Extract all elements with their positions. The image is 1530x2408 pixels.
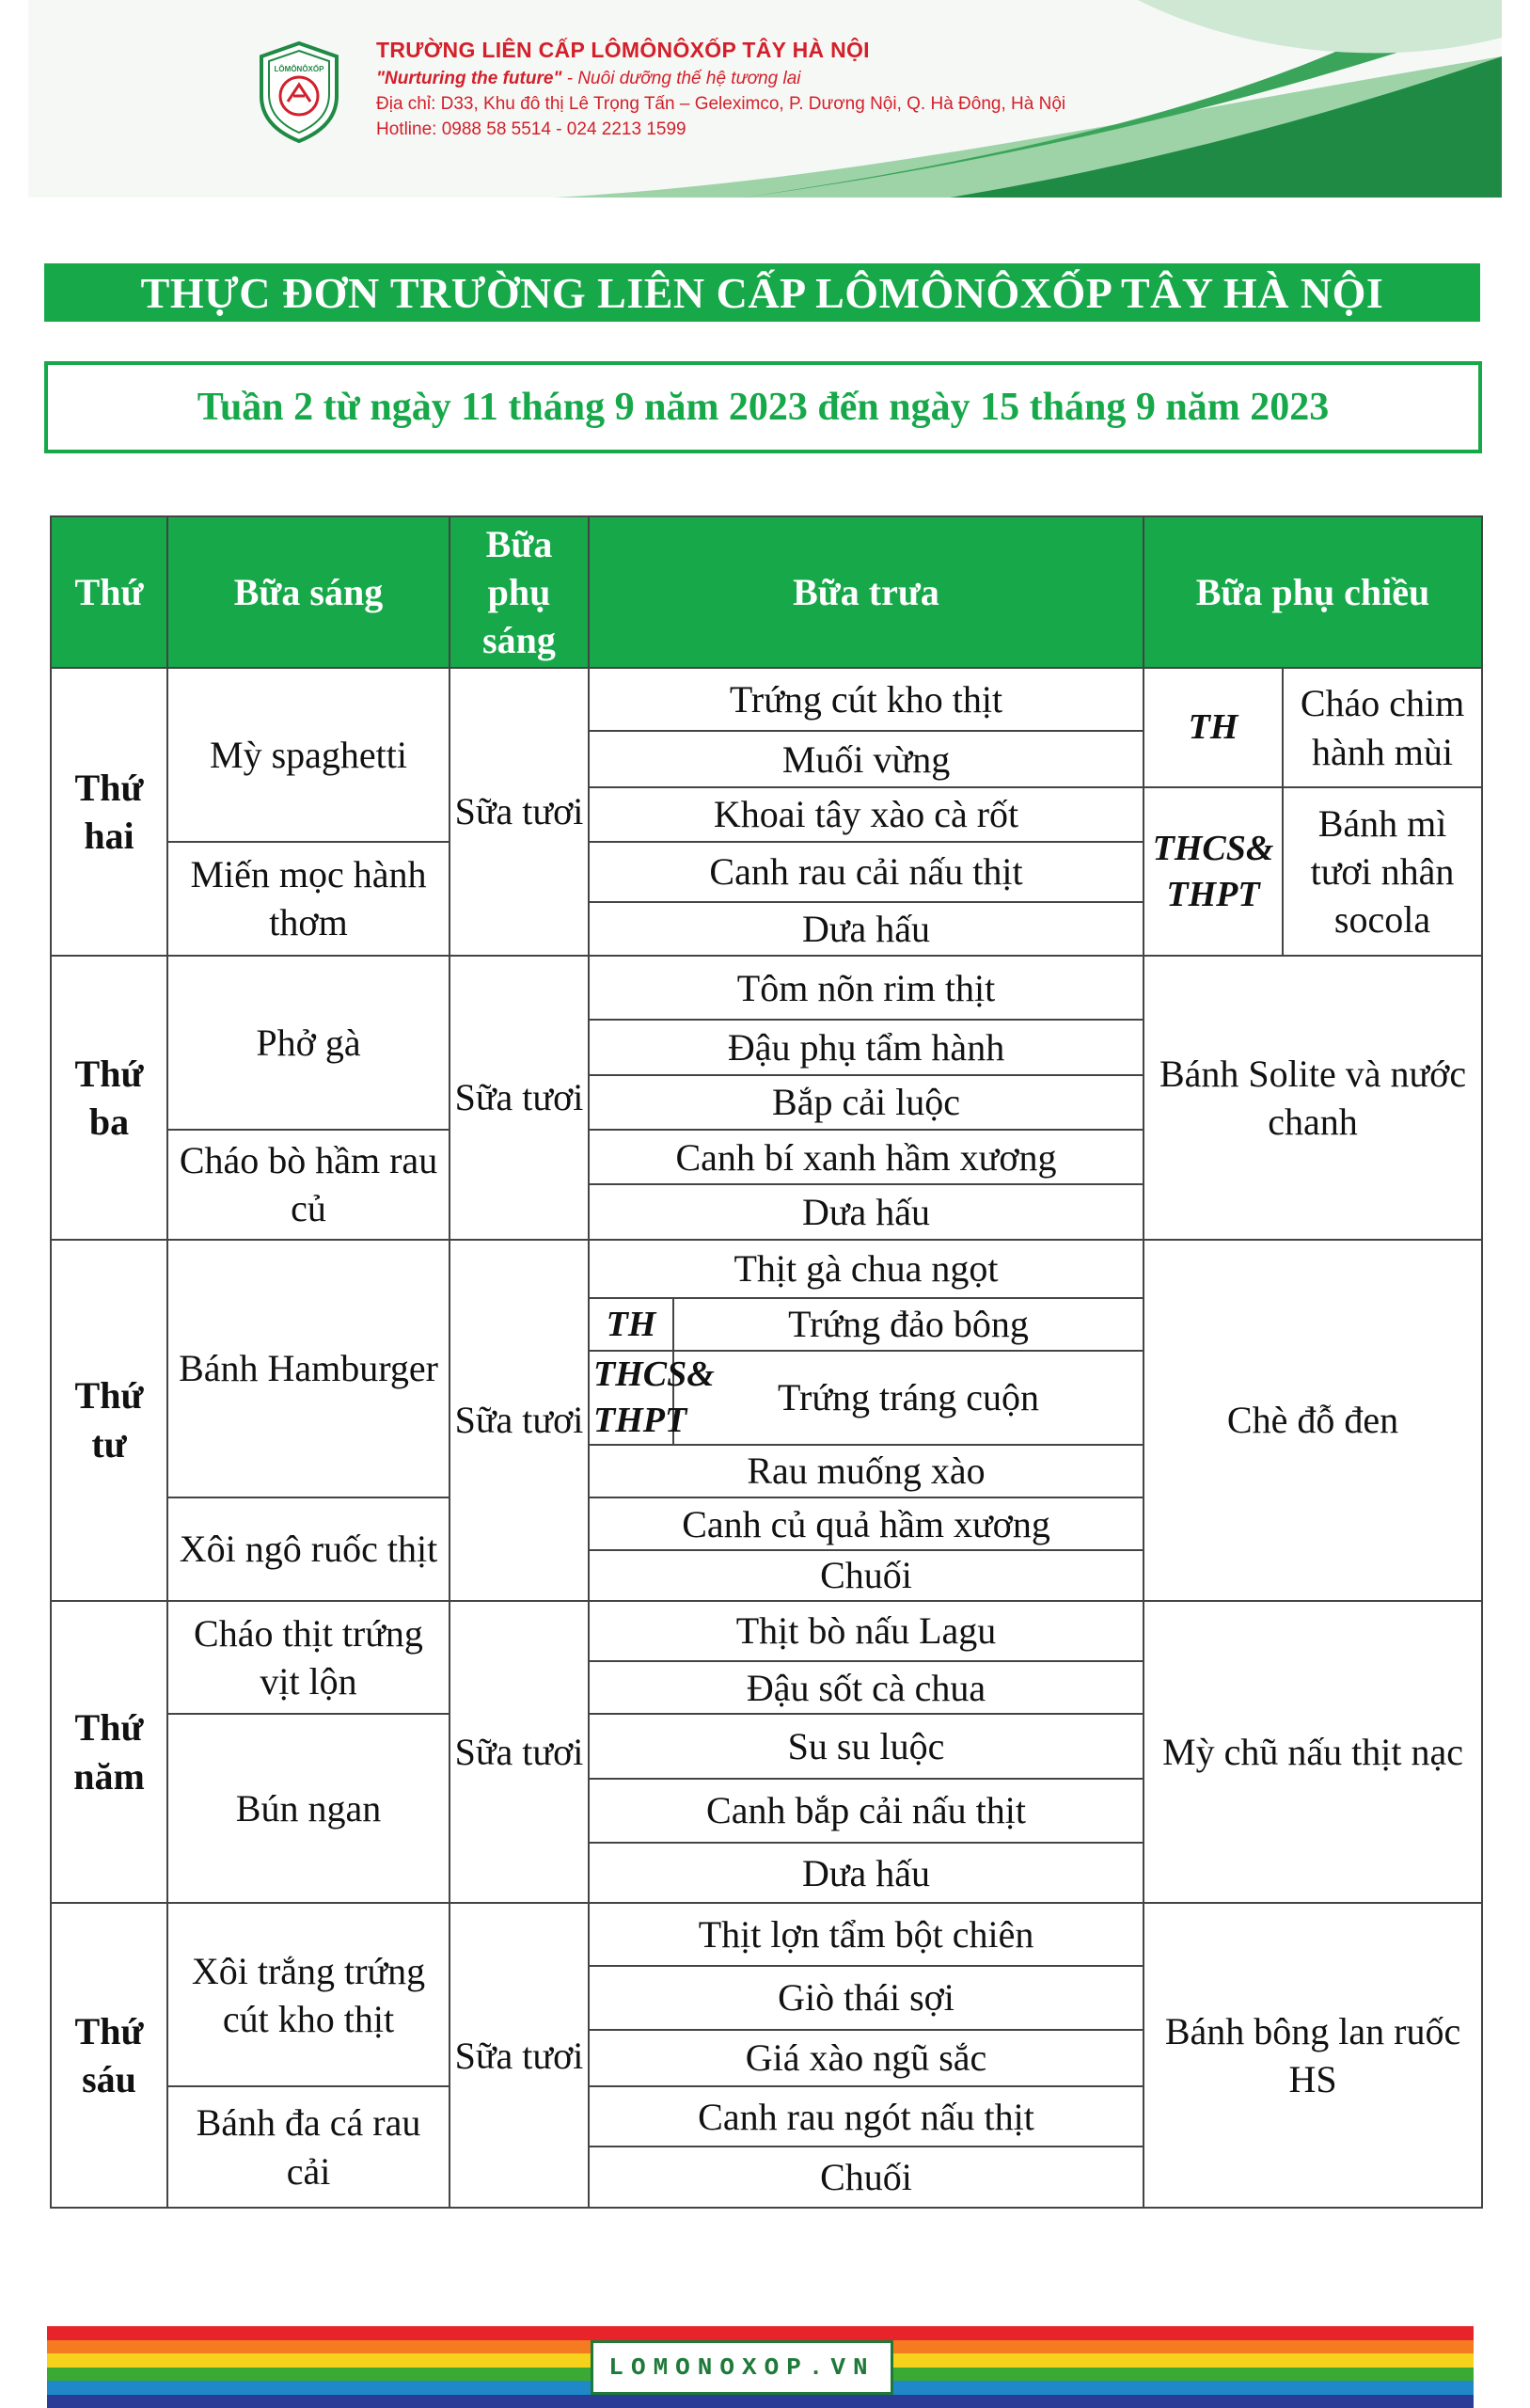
- lunch-item: Bắp cải luộc: [589, 1075, 1144, 1130]
- snack-am-cell: Sữa tươi: [450, 668, 589, 956]
- header-banner: [28, 0, 1502, 198]
- school-slogan: [376, 69, 1065, 89]
- school-hotline: Hotline: 0988 58 5514 - 024 2213 1599: [376, 119, 686, 139]
- lunch-item: Dưa hấu: [589, 902, 1144, 956]
- snack-am-cell: Sữa tươi: [450, 1601, 589, 1903]
- day-cell: Thứ năm: [51, 1601, 167, 1903]
- breakfast-cell: Cháo thịt trứng vịt lộn: [167, 1601, 450, 1715]
- breakfast-cell: Bún ngan: [167, 1714, 450, 1903]
- breakfast-cell: Phở gà: [167, 956, 450, 1130]
- snack-pm-cell: Cháo chim hành mùi: [1283, 668, 1482, 788]
- school-info: [376, 38, 1065, 140]
- level-label: THCS& THPT: [589, 1351, 673, 1445]
- header-breakfast: Bữa sáng: [167, 516, 450, 668]
- table-row: [51, 956, 1482, 1020]
- website-link[interactable]: LOMONOXOP.VN: [591, 2340, 893, 2395]
- lunch-item: Chuối: [589, 1550, 1144, 1600]
- lunch-item: Canh bắp cải nấu thịt: [589, 1779, 1144, 1843]
- lunch-item: Đậu phụ tẩm hành: [589, 1020, 1144, 1074]
- lunch-item: Thịt lợn tẩm bột chiên: [589, 1903, 1144, 1965]
- level-label: THCS& THPT: [1144, 787, 1283, 956]
- header-day: Thứ: [51, 516, 167, 668]
- breakfast-cell: Mỳ spaghetti: [167, 668, 450, 842]
- slogan-en: "Nurturing the future": [376, 69, 562, 88]
- breakfast-cell: Cháo bò hầm rau củ: [167, 1130, 450, 1240]
- table-row: [51, 1903, 1482, 1965]
- breakfast-cell: Bánh đa cá rau cải: [167, 2086, 450, 2208]
- table-header-row: [51, 516, 1482, 668]
- lunch-item: Canh bí xanh hầm xương: [589, 1130, 1144, 1184]
- menu-table: [50, 515, 1483, 2209]
- snack-am-cell: Sữa tươi: [450, 1903, 589, 2208]
- day-cell: Thứ sáu: [51, 1903, 167, 2208]
- lunch-item: Chuối: [589, 2147, 1144, 2208]
- lunch-item: Thịt bò nấu Lagu: [589, 1601, 1144, 1661]
- snack-pm-cell: Mỳ chũ nấu thịt nạc: [1144, 1601, 1482, 1903]
- header-lunch: Bữa trưa: [589, 516, 1144, 668]
- lunch-item: Trứng cút kho thịt: [589, 668, 1144, 731]
- lunch-item: Tôm nõn rim thịt: [589, 956, 1144, 1020]
- lunch-item: Su su luộc: [589, 1714, 1144, 1778]
- level-label: TH: [1144, 668, 1283, 788]
- day-cell: Thứ hai: [51, 668, 167, 956]
- rainbow-stripe: [47, 2395, 1474, 2408]
- menu-title: THỰC ĐƠN TRƯỜNG LIÊN CẤP LÔMÔNÔXỐP TÂY HÀ NỘI: [44, 263, 1480, 322]
- level-label: TH: [589, 1298, 673, 1351]
- rainbow-stripe: [47, 2326, 1474, 2340]
- lunch-item: Khoai tây xào cà rốt: [589, 787, 1144, 841]
- lunch-item: Canh rau cải nấu thịt: [589, 842, 1144, 902]
- table-row: [51, 1240, 1482, 1298]
- lunch-item: Dưa hấu: [589, 1184, 1144, 1239]
- day-cell: Thứ ba: [51, 956, 167, 1239]
- lunch-item: Giò thái sợi: [589, 1966, 1144, 2030]
- lunch-item: Canh củ quả hầm xương: [589, 1497, 1144, 1550]
- breakfast-cell: Xôi trắng trứng cút kho thịt: [167, 1903, 450, 2086]
- header-snack-am: Bữa phụ sáng: [450, 516, 589, 668]
- lunch-item: Dưa hấu: [589, 1843, 1144, 1903]
- snack-am-cell: Sữa tươi: [450, 1240, 589, 1601]
- breakfast-cell: Xôi ngô ruốc thịt: [167, 1497, 450, 1601]
- snack-pm-cell: Bánh mì tươi nhân socola: [1283, 787, 1482, 956]
- logo-text: LÔMÔNÔXỐP: [274, 65, 324, 73]
- day-cell: Thứ tư: [51, 1240, 167, 1601]
- lunch-item: Giá xào ngũ sắc: [589, 2030, 1144, 2086]
- school-address: Địa chỉ: D33, Khu đô thị Lê Trọng Tấn – Geleximco, P. Dương Nội, Q. Hà Đông, Hà Nội: [376, 94, 1066, 114]
- table-row: [51, 668, 1482, 731]
- school-logo: [256, 40, 342, 145]
- lunch-item: Trứng đảo bông: [673, 1298, 1144, 1351]
- header-snack-pm: Bữa phụ chiều: [1144, 516, 1482, 668]
- school-name: TRƯỜNG LIÊN CẤP LÔMÔNÔXỐP TÂY HÀ NỘI: [376, 38, 870, 62]
- breakfast-cell: Miến mọc hành thơm: [167, 842, 450, 957]
- table-row: [51, 1601, 1482, 1661]
- slogan-vi: - Nuôi dưỡng thế hệ tương lai: [561, 69, 801, 88]
- lunch-item: Canh rau ngót nấu thịt: [589, 2086, 1144, 2147]
- lunch-item: Muối vừng: [589, 731, 1144, 787]
- lunch-item: Rau muống xào: [589, 1445, 1144, 1497]
- snack-pm-cell: Bánh Solite và nước chanh: [1144, 956, 1482, 1239]
- week-range: Tuần 2 từ ngày 11 tháng 9 năm 2023 đến ngày 15 tháng 9 năm 2023: [44, 361, 1482, 453]
- snack-pm-cell: Bánh bông lan ruốc HS: [1144, 1903, 1482, 2208]
- lunch-item: Thịt gà chua ngọt: [589, 1240, 1144, 1298]
- breakfast-cell: Bánh Hamburger: [167, 1240, 450, 1498]
- snack-am-cell: Sữa tươi: [450, 956, 589, 1239]
- lunch-item: Đậu sốt cà chua: [589, 1661, 1144, 1714]
- lunch-item: Trứng tráng cuộn: [673, 1351, 1144, 1445]
- snack-pm-cell: Chè đỗ đen: [1144, 1240, 1482, 1601]
